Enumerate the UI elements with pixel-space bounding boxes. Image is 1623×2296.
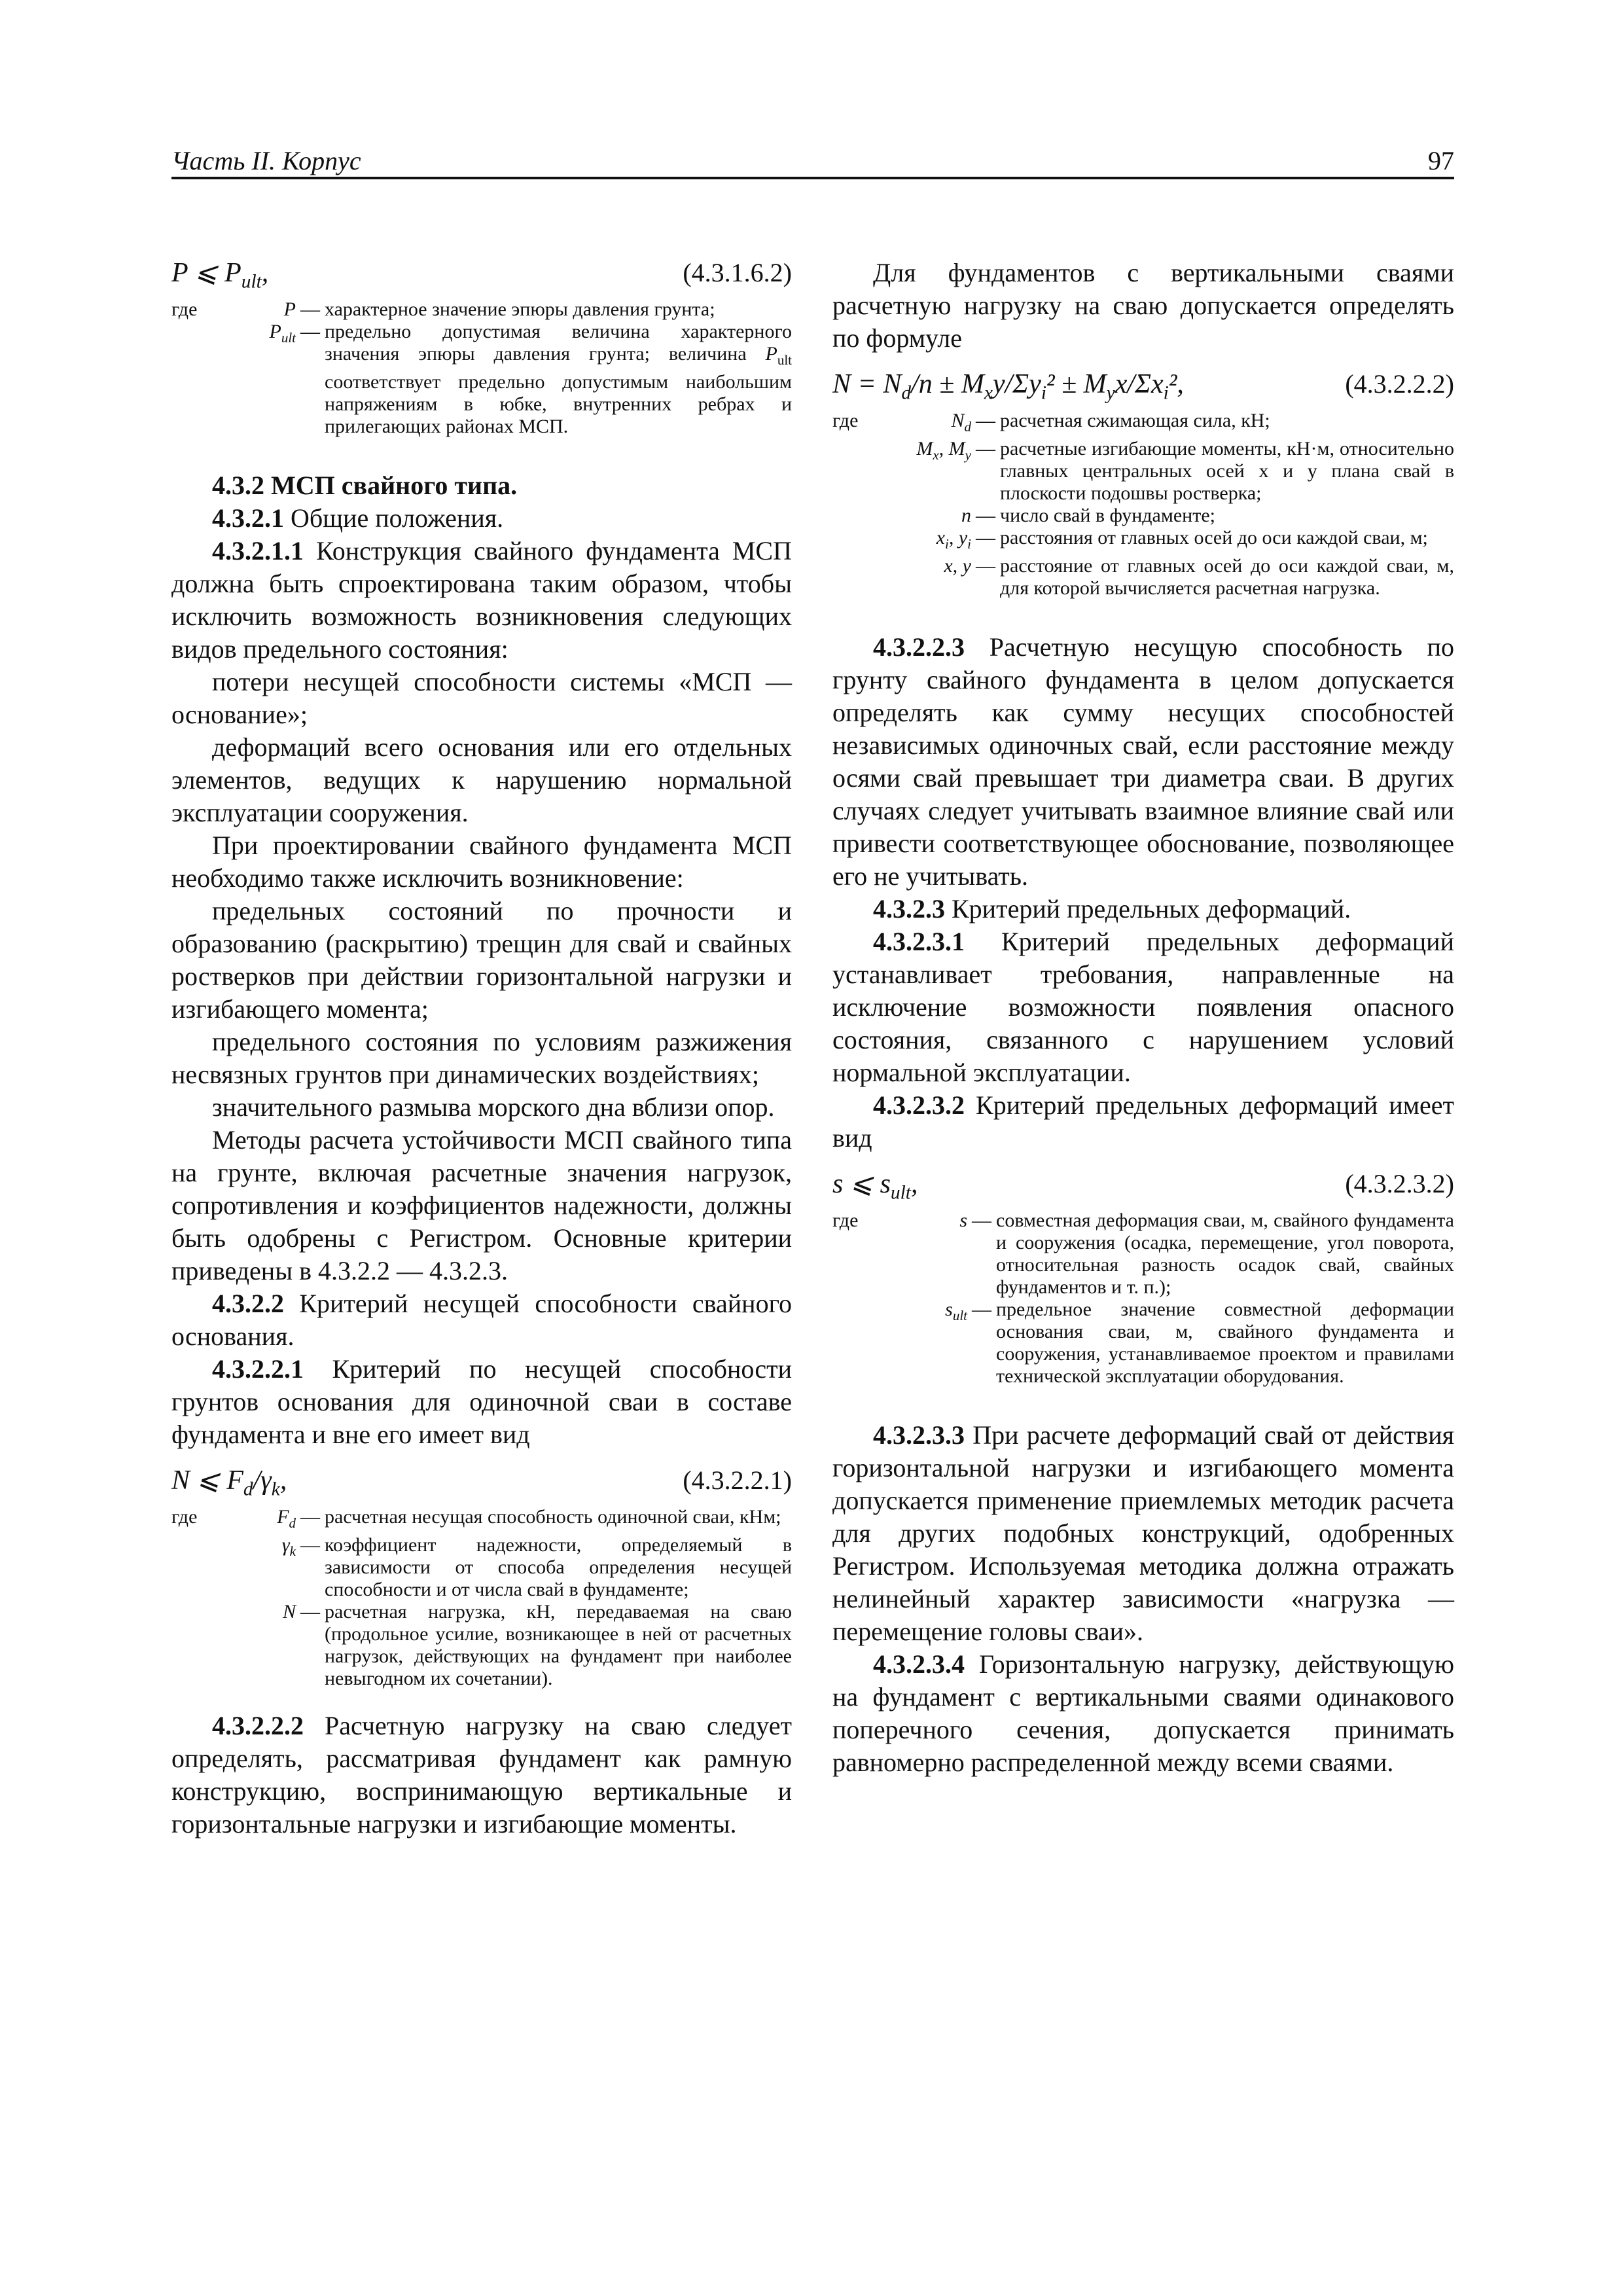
list-item: предельного состояния по условиям разжижения несвязных грунтов при динамических воздействиях; bbox=[171, 1027, 792, 1089]
definition-item: где P — характерное значение эпюры давления грунта; bbox=[171, 298, 715, 320]
definitions-list bbox=[171, 298, 792, 438]
definition-item: x, y — расстояние от главных осей до оси каждой сваи, м, для которой вычисляется расчетная нагрузка. bbox=[944, 555, 1454, 599]
paragraph: 4.3.2.2.3 Расчетную несущую способность по грунту свайного фундамента в целом допускается определять как сумму несущих способностей независимых одиночных свай, если расстояние между осями свай превышает три диаметра сваи. В других случаях следует учитывать взаимное влияние свай или привести соответствующее обоснование, позволяющее его не учитывать. bbox=[832, 632, 1454, 891]
section-heading: 4.3.2 МСП свайного типа. bbox=[212, 471, 518, 500]
list-item: значительного размыва морского дна вблизи опор. bbox=[212, 1092, 775, 1122]
formula-4.3.2.2.1 bbox=[171, 1464, 792, 1499]
paragraph: 4.3.2.1.1 Конструкция свайного фундамента МСП должна быть спроектирована таким образом, чтобы исключить возможность возникновения следующих видов предельного состояния: bbox=[171, 536, 792, 664]
running-title: Часть II. Корпус bbox=[171, 146, 361, 175]
definition-item: где s — совместная деформация сваи, м, свайного фундамента и сооружения (осадка, перемещение, угол поворота, относительная разность осадок свай, свайных фундаментов и т. п.); bbox=[832, 1210, 1454, 1298]
page-number: 97 bbox=[1428, 146, 1454, 175]
formula-number: (4.3.1.6.2) bbox=[683, 258, 792, 287]
subsection-heading: 4.3.2.3 Критерий предельных деформаций. bbox=[873, 894, 1351, 924]
formula-number: (4.3.2.2.2) bbox=[1345, 369, 1454, 399]
paragraph: 4.3.2.3.3 При расчете деформаций свай от действия горизонтальной нагрузки и изгибающего момента допускается применение приемлемых методик расчета для других подобных конструкций, одобренных Регистром. Используемая методика должна отражать нелинейный характер зависимости «нагрузка — перемещение головы сваи». bbox=[832, 1420, 1454, 1646]
formula-expression: $N = N_d/n \pm M_xy/\Sigma y_i^2 \pm M_yx/\Sigma x_i^2$, bbox=[832, 369, 1184, 404]
subsection-heading: 4.3.2.2 Критерий несущей способности свайного основания. bbox=[171, 1289, 792, 1351]
header-rule bbox=[171, 177, 1454, 179]
paragraph: 4.3.2.2.1 Критерий по несущей способности грунтов основания для одиночной сваи в составе фундамента и вне его имеет вид bbox=[171, 1354, 792, 1449]
formula-number: (4.3.2.2.1) bbox=[683, 1465, 792, 1495]
definition-item: $s_{ult}$ — предельное значение совместной деформации основания сваи, м, свайного фундамента и сооружения, устанавливаемое проектом и правилами технической эксплуатации оборудования. bbox=[945, 1299, 1454, 1387]
formula-expression: N ⩽ $F_d/\gamma_k$, bbox=[171, 1465, 287, 1500]
definitions-list bbox=[832, 1210, 1454, 1388]
formula-4.3.1.6.2 bbox=[171, 257, 792, 292]
left-column bbox=[171, 257, 792, 1840]
right-column bbox=[832, 257, 1454, 1779]
definition-item: $\gamma_k$ — коэффициент надежности, определяемый в зависимости от способа определения несущей способности и от числа свай в фундаменте; bbox=[281, 1534, 792, 1600]
subsection-heading: 4.3.2.1 Общие положения. bbox=[212, 503, 504, 533]
definition-item: $x_i$, $y_i$ — расстояния от главных осей до оси каждой сваи, м; bbox=[936, 527, 1428, 552]
definition-item: где $N_d$ — расчетная сжимающая сила, кН; bbox=[832, 410, 1270, 435]
definition-item: где $F_d$ — расчетная несущая способность одиночной сваи, кНм; bbox=[171, 1506, 781, 1531]
definition-item: N — расчетная нагрузка, кН, передаваемая на сваю (продольное усилие, возникающее в ней от расчетных нагрузок, действующих на фундамент при наиболее невыгодном их сочетании). bbox=[282, 1601, 792, 1689]
paragraph: Для фундаментов с вертикальными сваями расчетную нагрузку на сваю допускается определять по формуле bbox=[832, 258, 1454, 353]
paragraph: 4.3.2.3.1 Критерий предельных деформаций устанавливает требования, направленные на исключение возможности появления опасного состояния, связанного с нарушением условий нормальной эксплуатации. bbox=[832, 927, 1454, 1087]
formula-4.3.2.2.2 bbox=[832, 368, 1454, 403]
paragraph: При проектировании свайного фундамента МСП необходимо также исключить возникновение: bbox=[171, 831, 792, 893]
formula-expression: P ⩽ $P_{ult}$, bbox=[171, 258, 269, 293]
definitions-list bbox=[171, 1506, 792, 1690]
paragraph: 4.3.2.3.2 Критерий предельных деформаций имеет вид bbox=[832, 1090, 1455, 1153]
paragraph: 4.3.2.3.4 Горизонтальную нагрузку, действующую на фундамент с вертикальными сваями одинакового поперечного сечения, допускается принимать равномерно распределенной между всеми сваями. bbox=[832, 1649, 1454, 1777]
definition-item: n — число свай в фундаменте; bbox=[961, 505, 1215, 526]
paragraph: 4.3.2.2.2 Расчетную нагрузку на сваю следует определять, рассматривая фундамент как рамную конструкцию, воспринимающую вертикальные и горизонтальные нагрузки и изгибающие моменты. bbox=[171, 1711, 793, 1839]
list-item: потери несущей способности системы «МСП — основание»; bbox=[171, 667, 792, 729]
formula-4.3.2.3.2 bbox=[832, 1168, 1454, 1203]
definitions-list bbox=[832, 410, 1454, 600]
definition-item: $P_{ult}$ — предельно допустимая величина характерного значения эпюры давления грунта; величина $P_{ult}$ соответствует предельно допустимым наибольшим напряжениям в юбке, внутренних ребрах и прилегающих районах МСП. bbox=[269, 321, 792, 437]
definition-item: $M_x$, $M_y$ — расчетные изгибающие моменты, кН·м, относительно главных центральных осей x и y плана свай в плоскости подошвы ростверка; bbox=[916, 438, 1454, 504]
paragraph: Методы расчета устойчивости МСП свайного типа на грунте, включая расчетные значения нагрузок, сопротивления и коэффициентов надежности, должны быть одобрены с Регистром. Основные критерии приведены в 4.3.2.2 — 4.3.2.3. bbox=[171, 1125, 792, 1285]
list-item: деформаций всего основания или его отдельных элементов, ведущих к нарушению нормальной эксплуатации сооружения. bbox=[171, 732, 792, 827]
formula-number: (4.3.2.3.2) bbox=[1345, 1169, 1454, 1198]
formula-expression: s ⩽ $s_{ult}$, bbox=[832, 1169, 918, 1204]
list-item: предельных состояний по прочности и образованию (раскрытию) трещин для свай и свайных ростверков при действии горизонтальной нагрузки и изгибающего момента; bbox=[171, 896, 792, 1024]
